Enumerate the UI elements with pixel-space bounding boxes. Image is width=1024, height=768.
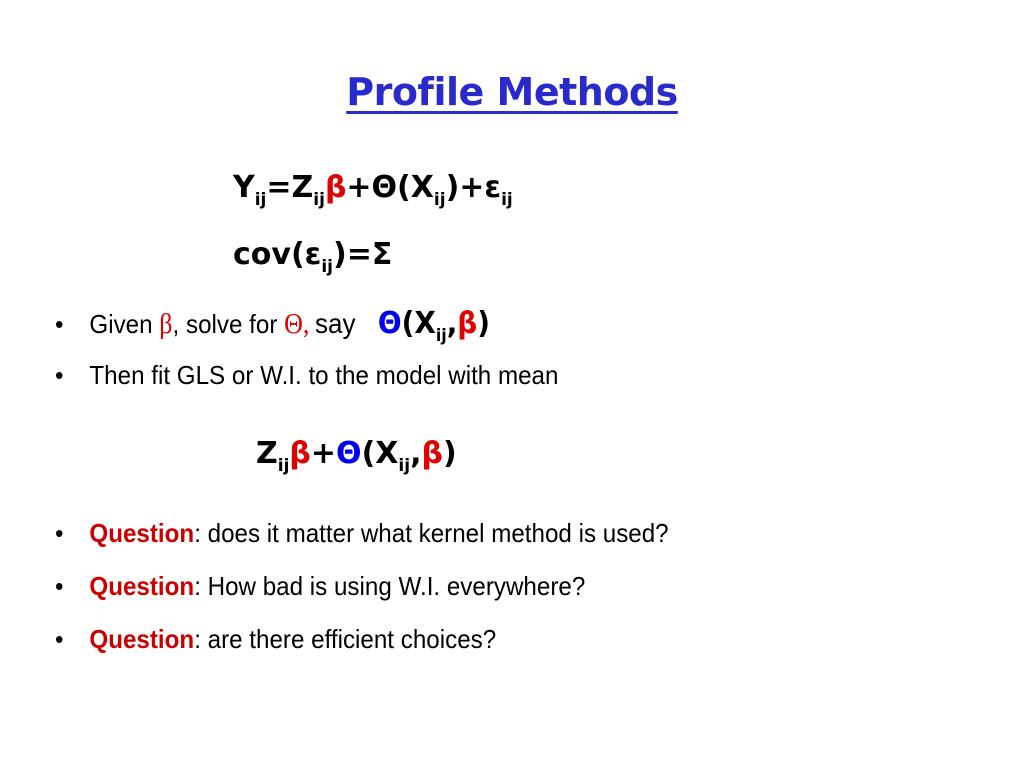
mean-plus: + bbox=[310, 436, 337, 471]
question-text: : does it matter what kernel method is used? bbox=[194, 518, 669, 548]
question-label: Question bbox=[89, 624, 195, 654]
eq-sub: ij bbox=[254, 190, 267, 210]
theta-symbol: Θ, bbox=[284, 309, 310, 340]
model-equation bbox=[233, 170, 513, 210]
eq-sub: ij bbox=[398, 456, 411, 476]
eq-beta: β bbox=[324, 170, 347, 205]
expr-close: ) bbox=[477, 306, 491, 341]
question-label: Question bbox=[89, 518, 195, 548]
bullet-then-fit bbox=[55, 360, 558, 391]
eq-epsilon: )+ε bbox=[445, 170, 502, 205]
slide-title: Profile Methods bbox=[346, 70, 678, 114]
question-text: : are there efficient choices? bbox=[194, 624, 497, 654]
eq-sub: ij bbox=[277, 456, 290, 476]
covariance-equation bbox=[233, 237, 392, 277]
expr-comma: , bbox=[446, 306, 458, 341]
mean-z: Z bbox=[256, 436, 278, 471]
eq-sub: ij bbox=[501, 190, 513, 210]
mean-beta-2: β bbox=[421, 436, 443, 471]
bullet-dot: • bbox=[55, 518, 64, 548]
eq-z: =Z bbox=[266, 170, 314, 205]
bullet-dot: • bbox=[55, 624, 64, 654]
cov-sigma: )=Σ bbox=[333, 237, 393, 272]
solve-for-text: , solve for bbox=[172, 309, 285, 339]
beta-symbol: β bbox=[159, 309, 173, 340]
eq-y: Y bbox=[233, 170, 255, 205]
mean-close: ) bbox=[442, 436, 457, 471]
expr-theta: Θ bbox=[377, 306, 402, 341]
eq-sub: ij bbox=[313, 190, 325, 210]
bullet-dot: • bbox=[55, 309, 64, 339]
mean-theta: Θ bbox=[336, 436, 362, 471]
mean-open: (X bbox=[361, 436, 399, 471]
given-text: Given bbox=[89, 309, 160, 339]
eq-theta: +Θ(X bbox=[346, 170, 434, 205]
theta-expression bbox=[377, 306, 491, 346]
expr-open: (X bbox=[401, 306, 436, 341]
question-text: : How bad is using W.I. everywhere? bbox=[194, 571, 586, 601]
expr-sub: ij bbox=[435, 326, 447, 346]
bullet-given bbox=[55, 306, 490, 346]
mean-comma: , bbox=[410, 436, 422, 471]
mean-equation bbox=[256, 436, 457, 476]
bullet-text: Then fit GLS or W.I. to the model with mean bbox=[89, 360, 559, 390]
question-wi bbox=[55, 571, 585, 602]
question-kernel bbox=[55, 518, 669, 549]
question-label: Question bbox=[89, 571, 195, 601]
say-text: say bbox=[315, 308, 356, 339]
expr-beta: β bbox=[457, 306, 478, 341]
question-efficient bbox=[55, 624, 496, 655]
cov-eps: cov(ε bbox=[233, 237, 322, 272]
bullet-dot: • bbox=[55, 360, 64, 390]
eq-sub: ij bbox=[433, 190, 446, 210]
bullet-dot: • bbox=[55, 571, 64, 601]
mean-beta: β bbox=[289, 436, 311, 471]
eq-sub: ij bbox=[321, 257, 334, 277]
